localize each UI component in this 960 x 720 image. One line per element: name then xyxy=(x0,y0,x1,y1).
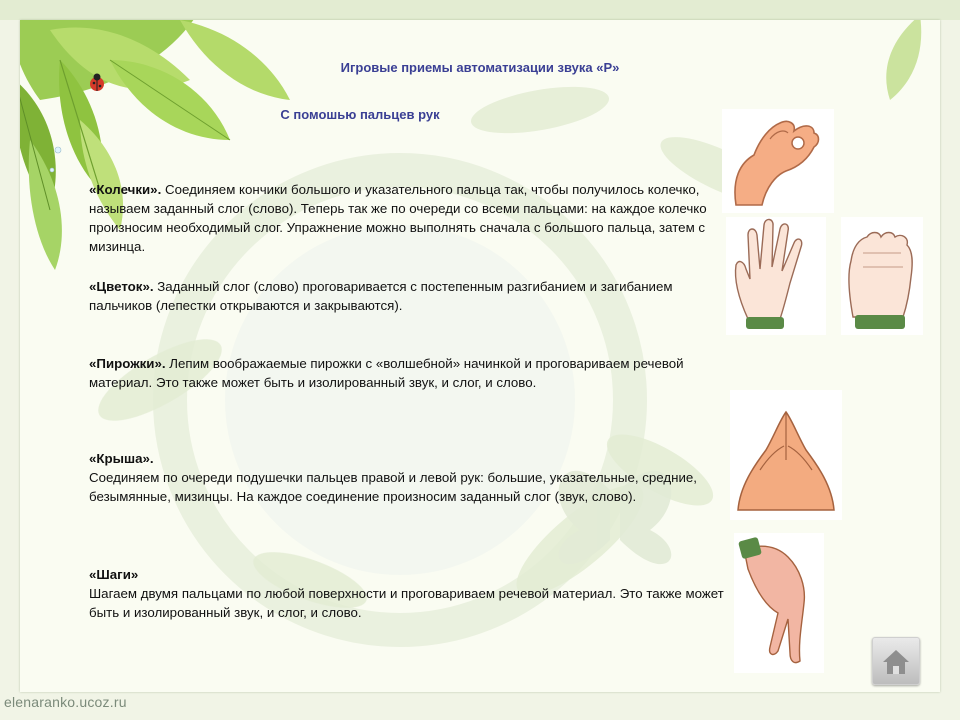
exercise-name: «Колечки». xyxy=(89,182,162,197)
exercise-pirozhki xyxy=(89,354,739,392)
walking-fingers-image xyxy=(734,533,824,673)
exercise-description: Лепим воображаемые пирожки с «волшебной» начинкой и проговариваем речевой материал. Это также может быть и изолированный звук, и слог, и слово. xyxy=(89,356,684,390)
home-button[interactable] xyxy=(872,637,920,685)
exercise-kolechki xyxy=(89,180,739,256)
slide-subtitle: С помошью пальцев рук xyxy=(280,107,440,122)
slide-content xyxy=(20,20,940,692)
exercise-name: «Цветок». xyxy=(89,279,154,294)
exercise-tsvetok xyxy=(89,277,739,315)
frame-top xyxy=(0,0,960,20)
site-watermark: elenaranko.ucoz.ru xyxy=(4,694,127,710)
exercise-name: «Пирожки». xyxy=(89,356,166,371)
exercise-description: Соединяем по очереди подушечки пальцев правой и левой рук: большие, указательные, средние, безымянные, мизинцы. На каждое соединение произносим заданный слог (звук, слово). xyxy=(89,470,698,504)
exercise-description: Соединяем кончики большого и указательного пальца так, чтобы получилось колечко, называем заданный слог (слово). Теперь так же по очереди со всеми пальцами: на каждое колечко произносим необходимый слог. Упражнение можно выполнять сначала с большого пальца, затем с мизинца. xyxy=(89,182,707,254)
exercise-krysha xyxy=(89,449,739,506)
fist-hand-image xyxy=(841,217,923,335)
roof-hands-image xyxy=(730,390,842,520)
home-icon xyxy=(873,638,919,684)
ring-hand-image xyxy=(722,109,834,213)
open-hand-image xyxy=(726,217,826,335)
exercise-description: Заданный слог (слово) проговаривается с постепенным разгибанием и загибанием пальчиков (лепестки открываются и закрываются). xyxy=(89,279,673,313)
exercise-name: «Шаги» xyxy=(89,567,139,582)
exercise-description: Шагаем двумя пальцами по любой поверхности и проговариваем речевой материал. Это также может быть и изолированный звук, и слог, и слово. xyxy=(89,586,724,620)
exercise-name: «Крыша». xyxy=(89,451,154,466)
exercise-shagi xyxy=(89,565,739,622)
slide-title: Игровые приемы автоматизации звука «Р» xyxy=(340,60,620,75)
